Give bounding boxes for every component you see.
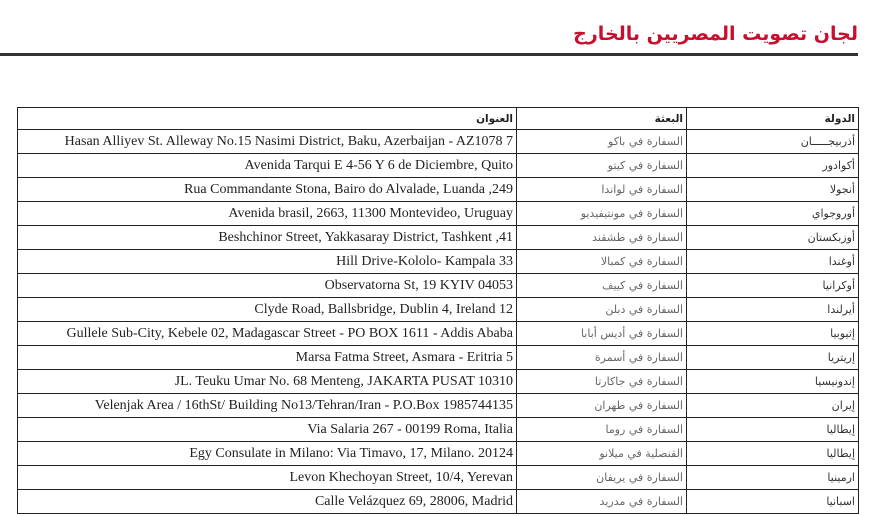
table-row — [18, 490, 859, 514]
table-row — [18, 322, 859, 346]
address-cell: Calle Velázquez 69, 28006, Madrid — [18, 490, 517, 514]
address-cell: Hasan Alliyev St. Alleway No.15 Nasimi District, Baku, Azerbaijan - AZ1078 7 — [18, 130, 517, 154]
address-cell: Rua Commandante Stona, Bairo do Alvalade, Luanda ,249 — [18, 178, 517, 202]
mission-cell: السفارة في مدريد — [517, 490, 687, 514]
mission-cell: السفارة في كمبالا — [517, 250, 687, 274]
country-cell: ارمينيا — [687, 466, 859, 490]
table-row — [18, 226, 859, 250]
country-cell: إثيوبيا — [687, 322, 859, 346]
mission-cell: السفارة في طشقند — [517, 226, 687, 250]
country-cell: أوزبكستان — [687, 226, 859, 250]
mission-cell: السفارة في باكو — [517, 130, 687, 154]
country-cell: أكوادور — [687, 154, 859, 178]
table-row — [18, 274, 859, 298]
table-row — [18, 442, 859, 466]
mission-cell: السفارة في أسمرة — [517, 346, 687, 370]
country-cell: إيران — [687, 394, 859, 418]
address-cell: Via Salaria 267 - 00199 Roma, Italia — [18, 418, 517, 442]
address-cell: Levon Khechoyan Street, 10/4, Yerevan — [18, 466, 517, 490]
mission-cell: القنصلية في ميلانو — [517, 442, 687, 466]
table-row — [18, 370, 859, 394]
country-cell: أوروجواي — [687, 202, 859, 226]
table-row — [18, 346, 859, 370]
header-address: العنوان — [18, 108, 517, 130]
address-cell: Avenida brasil, 2663, 11300 Montevideo, Uruguay — [18, 202, 517, 226]
table-header-row — [18, 108, 859, 130]
address-cell: Egy Consulate in Milano: Via Timavo, 17, Milano. 20124 — [18, 442, 517, 466]
country-cell: إندونيسيا — [687, 370, 859, 394]
mission-cell: السفارة في كيتو — [517, 154, 687, 178]
table-row — [18, 202, 859, 226]
mission-cell: السفارة في يريفان — [517, 466, 687, 490]
header-mission: البعثة — [517, 108, 687, 130]
address-cell: Velenjak Area / 16thSt/ Building No13/Tehran/Iran - P.O.Box 1985744135 — [18, 394, 517, 418]
country-cell: أذربيجـــــان — [687, 130, 859, 154]
mission-cell: السفارة في لواندا — [517, 178, 687, 202]
country-cell: إريتريا — [687, 346, 859, 370]
address-cell: Hill Drive-Kololo- Kampala 33 — [18, 250, 517, 274]
address-cell: Avenida Tarqui E 4-56 Y 6 de Diciembre, Quito — [18, 154, 517, 178]
table-row — [18, 250, 859, 274]
table-row — [18, 178, 859, 202]
address-cell: Clyde Road, Ballsbridge, Dublin 4, Ireland 12 — [18, 298, 517, 322]
address-cell: Beshchinor Street, Yakkasaray District, Tashkent ,41 — [18, 226, 517, 250]
mission-cell: السفارة في أديس أبابا — [517, 322, 687, 346]
mission-cell: السفارة في مونتيفيديو — [517, 202, 687, 226]
page-title: لجان تصويت المصريين بالخارج — [573, 23, 858, 45]
country-cell: إيطاليا — [687, 442, 859, 466]
table-body — [18, 130, 859, 514]
country-cell: إيطاليا — [687, 418, 859, 442]
table-row — [18, 466, 859, 490]
address-cell: Observatorna St, 19 KYIV 04053 — [18, 274, 517, 298]
table-row — [18, 298, 859, 322]
mission-cell: السفارة في جاكارتا — [517, 370, 687, 394]
table-row — [18, 418, 859, 442]
address-cell: JL. Teuku Umar No. 68 Menteng, JAKARTA PUSAT 10310 — [18, 370, 517, 394]
country-cell: أنجولا — [687, 178, 859, 202]
country-cell: أوغندا — [687, 250, 859, 274]
address-cell: Gullele Sub-City, Kebele 02, Madagascar Street - PO BOX 1611 - Addis Ababa — [18, 322, 517, 346]
mission-cell: السفارة في روما — [517, 418, 687, 442]
header-country: الدولة — [687, 108, 859, 130]
country-cell: اسبانيا — [687, 490, 859, 514]
country-cell: أوكرانيا — [687, 274, 859, 298]
mission-cell: السفارة في كييف — [517, 274, 687, 298]
address-cell: Marsa Fatma Street, Asmara - Eritria 5 — [18, 346, 517, 370]
mission-cell: السفارة في طهران — [517, 394, 687, 418]
table-row — [18, 154, 859, 178]
country-cell: أيرلندا — [687, 298, 859, 322]
embassy-table — [17, 107, 859, 514]
title-divider — [0, 53, 858, 56]
table-row — [18, 130, 859, 154]
mission-cell: السفارة في دبلن — [517, 298, 687, 322]
table-row — [18, 394, 859, 418]
